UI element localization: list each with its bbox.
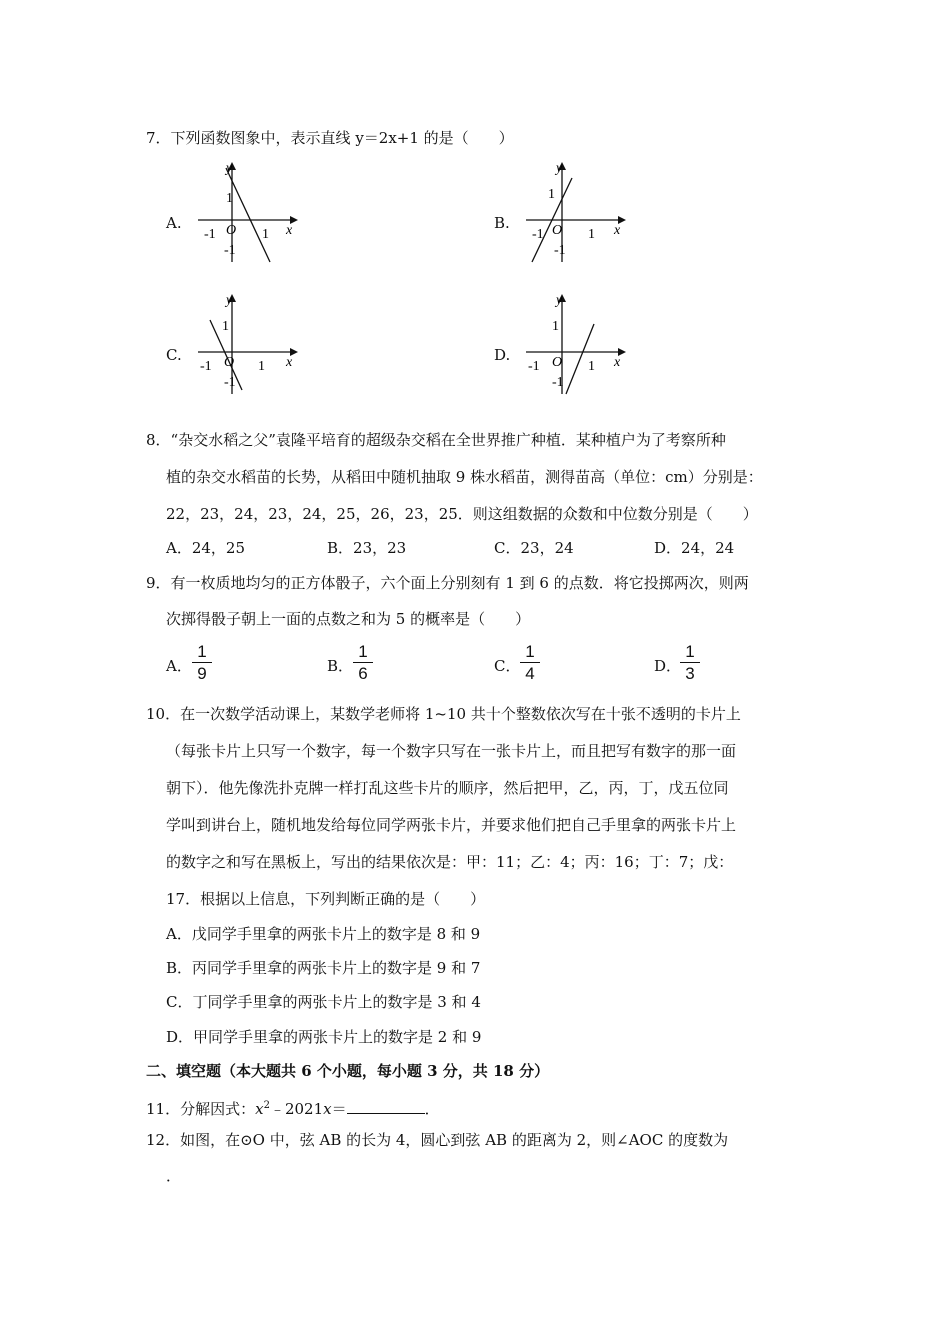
q9-option-b-label[interactable]: B． <box>327 657 354 675</box>
svg-text:1: 1 <box>588 227 595 242</box>
svg-text:y: y <box>556 161 563 176</box>
q8-line-3: 22，23，24，23，24，25，26，23，25．则这组数据的众数和中位数分别是（ ） <box>166 505 758 523</box>
q9-option-d-label[interactable]: D． <box>654 657 682 675</box>
svg-text:O: O <box>226 223 237 238</box>
q11-prefix: 11．分解因式： <box>146 1100 256 1118</box>
q8-option-a[interactable]: A．24，25 <box>166 539 246 557</box>
q12-line-1: 12．如图，在⊙O 中，弦 AB 的长为 4，圆心到弦 AB 的距离为 2，则∠AOC 的度数为 <box>146 1131 729 1149</box>
q7-graph-d[interactable] <box>522 290 642 400</box>
svg-text:y: y <box>226 293 233 308</box>
svg-text:-1: -1 <box>552 375 564 390</box>
svg-text:-1: -1 <box>528 359 540 374</box>
q7-option-a-label[interactable]: A. <box>166 214 182 232</box>
q10-option-d[interactable]: D．甲同学手里拿的两张卡片上的数字是 2 和 9 <box>166 1028 482 1046</box>
q11 <box>146 1096 440 1119</box>
numerator: 1 <box>525 642 535 661</box>
svg-text:-1: -1 <box>200 359 212 374</box>
q11-exponent: 2 <box>263 1100 270 1111</box>
q8-line-2: 植的杂交水稻苗的长势，从稻田中随机抽取 9 株水稻苗，测得苗高（单位：cm）分别是： <box>166 468 763 486</box>
q11-middle: ﹣2021 <box>269 1100 324 1118</box>
svg-text:1: 1 <box>222 319 229 334</box>
numerator: 1 <box>197 642 207 661</box>
svg-text:1: 1 <box>588 359 595 374</box>
svg-text:-1: -1 <box>224 243 236 258</box>
numerator: 1 <box>685 642 695 661</box>
q10-line-2: （每张卡片上只写一个数字，每一个数字只写在一张卡片上，而且把写有数字的那一面 <box>166 742 737 760</box>
svg-text:1: 1 <box>226 191 233 206</box>
x-axis-label: x <box>286 223 293 238</box>
svg-text:-1: -1 <box>554 243 566 258</box>
svg-text:O: O <box>552 355 563 370</box>
q10-line-4: 学叫到讲台上，随机地发给每位同学两张卡片，并要求他们把自己手里拿的两张卡片上 <box>166 816 737 834</box>
q7-option-d-label[interactable]: D. <box>494 346 511 364</box>
q8-option-c[interactable]: C．23，24 <box>494 539 574 557</box>
q8-option-d[interactable]: D．24，24 <box>654 539 735 557</box>
q8-line-1: 8．“杂交水稻之父”袁隆平培育的超级杂交稻在全世界推广种植．某种植户为了考察所种 <box>146 431 726 449</box>
svg-text:-1: -1 <box>204 227 216 242</box>
svg-text:y: y <box>556 293 563 308</box>
svg-text:1: 1 <box>552 319 559 334</box>
q9-option-a-label[interactable]: A． <box>166 657 192 675</box>
q9-option-d-fraction[interactable] <box>680 642 700 683</box>
y-axis-label: y <box>226 161 233 176</box>
q9-option-a-fraction[interactable] <box>192 642 212 683</box>
q7-graph-a[interactable] <box>190 158 310 268</box>
q7-graph-b[interactable] <box>522 158 642 268</box>
svg-text:1: 1 <box>262 227 269 242</box>
q11-var-x: x <box>255 1100 264 1118</box>
q12-line-2: ． <box>166 1167 182 1185</box>
q11-equals: ＝ <box>331 1100 347 1118</box>
q10-option-c[interactable]: C．丁同学手里拿的两张卡片上的数字是 3 和 4 <box>166 993 481 1011</box>
q10-option-b[interactable]: B．丙同学手里拿的两张卡片上的数字是 9 和 7 <box>166 959 481 977</box>
svg-text:x: x <box>614 223 621 238</box>
q9-line-2: 次掷得骰子朝上一面的点数之和为 5 的概率是（ ） <box>166 610 531 628</box>
q9-option-c-fraction[interactable] <box>520 642 540 683</box>
svg-text:-1: -1 <box>224 375 236 390</box>
q7-stem: 7．下列函数图象中，表示直线 y＝2x+1 的是（ ） <box>146 129 514 147</box>
q10-line-3: 朝下）．他先像洗扑克牌一样打乱这些卡片的顺序，然后把甲，乙，丙，丁，戊五位同 <box>166 779 729 797</box>
q7-option-c-label[interactable]: C. <box>166 346 182 364</box>
q10-line-5: 的数字之和写在黑板上，写出的结果依次是：甲：11；乙：4；丙：16；丁：7；戊： <box>166 853 734 871</box>
q7-graph-c[interactable] <box>190 290 310 400</box>
q11-var-x2: x <box>323 1100 332 1118</box>
svg-text:1: 1 <box>258 359 265 374</box>
section-2-title: 二、填空题（本大题共 6 个小题，每小题 3 分，共 18 分） <box>146 1062 550 1080</box>
svg-text:O: O <box>224 355 235 370</box>
q9-line-1: 9．有一枚质地均匀的正方体骰子，六个面上分别刻有 1 到 6 的点数．将它投掷两次，则两 <box>146 574 749 592</box>
q9-option-b-fraction[interactable] <box>353 642 373 683</box>
denominator: 4 <box>525 664 535 683</box>
svg-text:x: x <box>614 355 621 370</box>
q11-answer-blank[interactable] <box>347 1099 425 1114</box>
denominator: 9 <box>197 664 207 683</box>
q7-option-b-label[interactable]: B. <box>494 214 510 232</box>
svg-text:1: 1 <box>548 187 555 202</box>
svg-text:O: O <box>552 223 563 238</box>
q11-suffix: ． <box>424 1100 440 1118</box>
denominator: 3 <box>685 664 695 683</box>
q10-line-1: 10．在一次数学活动课上，某数学老师将 1~10 共十个整数依次写在十张不透明的卡片上 <box>146 705 741 723</box>
q8-option-b[interactable]: B．23，23 <box>327 539 407 557</box>
svg-text:-1: -1 <box>532 227 544 242</box>
q10-line-6: 17．根据以上信息，下列判断正确的是（ ） <box>166 890 486 908</box>
q10-option-a[interactable]: A．戊同学手里拿的两张卡片上的数字是 8 和 9 <box>166 925 481 943</box>
svg-text:x: x <box>286 355 293 370</box>
denominator: 6 <box>358 664 368 683</box>
q9-option-c-label[interactable]: C． <box>494 657 521 675</box>
numerator: 1 <box>358 642 368 661</box>
